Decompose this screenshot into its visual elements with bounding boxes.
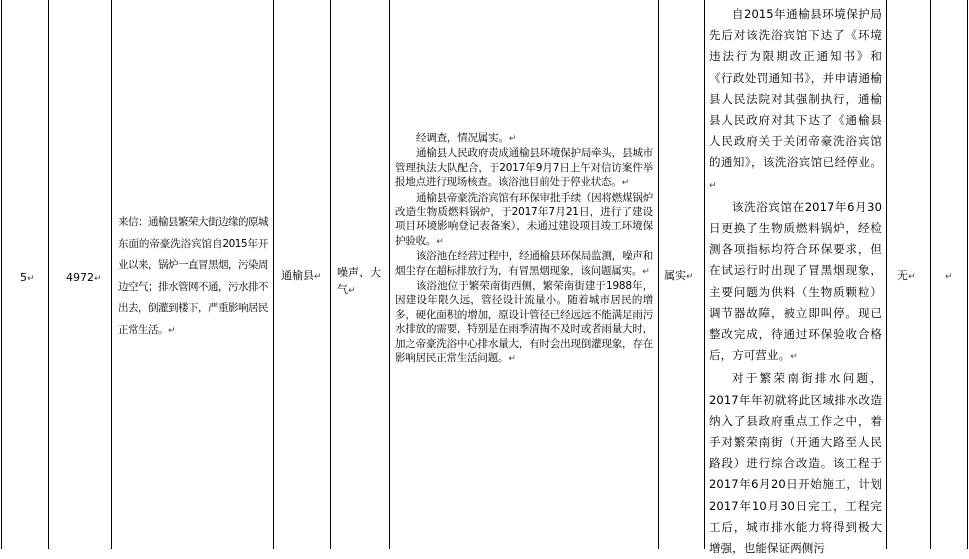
complaint-text: 来信：通榆县繁荣大街边缘的原城东面的帝豪洗浴宾馆自2015年开业以来，锅炉一直冒黑烟，污染周边空气；排水管网不通，污水排不出去，倒灌到楼下，严重影响居民正常生活。 <box>118 216 268 336</box>
table-border-right <box>967 0 968 549</box>
case-number: 4972 <box>66 271 94 284</box>
paragraph-mark: ↵ <box>348 286 356 296</box>
county-name: 通榆县 <box>281 269 314 282</box>
paragraph-mark: ↵ <box>27 274 35 284</box>
column-divider <box>273 0 274 549</box>
paragraph-mark: ↵ <box>908 272 916 282</box>
remarks-cell <box>945 268 965 285</box>
paragraph-mark: ↵ <box>314 272 322 282</box>
investigation-paragraph: 通榆县人民政府责成通榆县环境保护局牵头，县城市管理执法大队配合，于2017年9月7日上午对信访案件举报地点进行现场核查。该浴池目前处于停业状态。↵ <box>395 147 653 189</box>
column-divider <box>704 0 705 549</box>
table-border-left <box>1 0 2 549</box>
pollution-type-cell <box>337 264 387 300</box>
paragraph-mark: ↵ <box>168 325 176 336</box>
accountability: 无 <box>897 269 908 282</box>
handling-paragraph: 自2015年通榆县环境保护局先后对该洗浴宾馆下达了《环境违法行为限期改正通知书》和《行政处罚通知书》，并申请通榆县人民法院对其强制执行，通榆县人民政府对其下达了《通榆县人民政府关于关闭帝豪洗浴宾馆的通知》，该洗浴宾馆已经停业。↵ <box>709 7 882 191</box>
handling-paragraph: 对于繁荣南街排水问题，2017年年初就将此区域排水改造纳入了县政府重点工作之中，着手对繁荣南街（开通大路至人民路段）进行综合改造。该工程于2017年6月20日开始施工，计划2017年10月30日完工，工程完工后，城市排水能力将得到极大增强，也能保证两侧污 <box>709 371 882 556</box>
investigation-paragraph: 该浴池在经营过程中，经通榆县环保局监测，噪声和烟尘存在超标排放行为，有冒黑烟现象，该问题属实。↵ <box>395 250 653 277</box>
verdict-cell <box>664 268 704 285</box>
row-index-cell <box>20 270 46 287</box>
handling-cell <box>709 4 882 559</box>
county-cell <box>281 268 329 285</box>
pollution-type: 噪声、大气 <box>337 266 381 296</box>
paragraph-mark: ↵ <box>945 272 953 282</box>
complaint-cell <box>118 212 268 342</box>
investigation-paragraph: 该浴池位于繁荣南街西侧，繁荣南街建于1988年，因建设年限久远，管径设计流量小。随着城市居民的增多，硬化面积的增加，原设计管径已经远远不能满足雨污水排放的需要，特别是在雨季清掏不及时或者雨量大时，加之帝豪洗浴中心排水量大，有时会出现倒灌现象，存在影响居民正常生活问题。↵ <box>395 280 653 365</box>
handling-paragraph: 该洗浴宾馆在2017年6月30日更换了生物质燃料锅炉，经检测各项指标均符合环保要求，但在试运行时出现了冒黑烟现象，主要问题为供料（生物质颗粒）调节器故障，被立即叫停。现已整改完成，待通过环保验收合格后，方可营业。↵ <box>709 199 882 363</box>
investigation-cell <box>395 131 653 367</box>
investigation-paragraph: 经调查，情况属实。↵ <box>416 132 517 144</box>
verdict: 属实 <box>664 269 686 282</box>
column-divider <box>48 0 49 549</box>
investigation-paragraph: 通榆县帝豪洗浴宾馆有环保审批手续（因将燃煤锅炉改造生物质燃料锅炉，于2017年7月21日，进行了建设项目环境影响登记表备案），未通过建设项目竣工环境保护验收。↵ <box>395 191 653 247</box>
column-divider <box>930 0 931 549</box>
column-divider <box>389 0 390 549</box>
case-number-cell <box>66 270 110 287</box>
paragraph-mark: ↵ <box>94 274 102 284</box>
column-divider <box>330 0 331 549</box>
column-divider <box>886 0 887 549</box>
row-index: 5 <box>20 271 27 284</box>
column-divider <box>111 0 112 549</box>
paragraph-mark: ↵ <box>686 272 694 282</box>
column-divider <box>658 0 659 549</box>
accountability-cell <box>897 268 929 285</box>
